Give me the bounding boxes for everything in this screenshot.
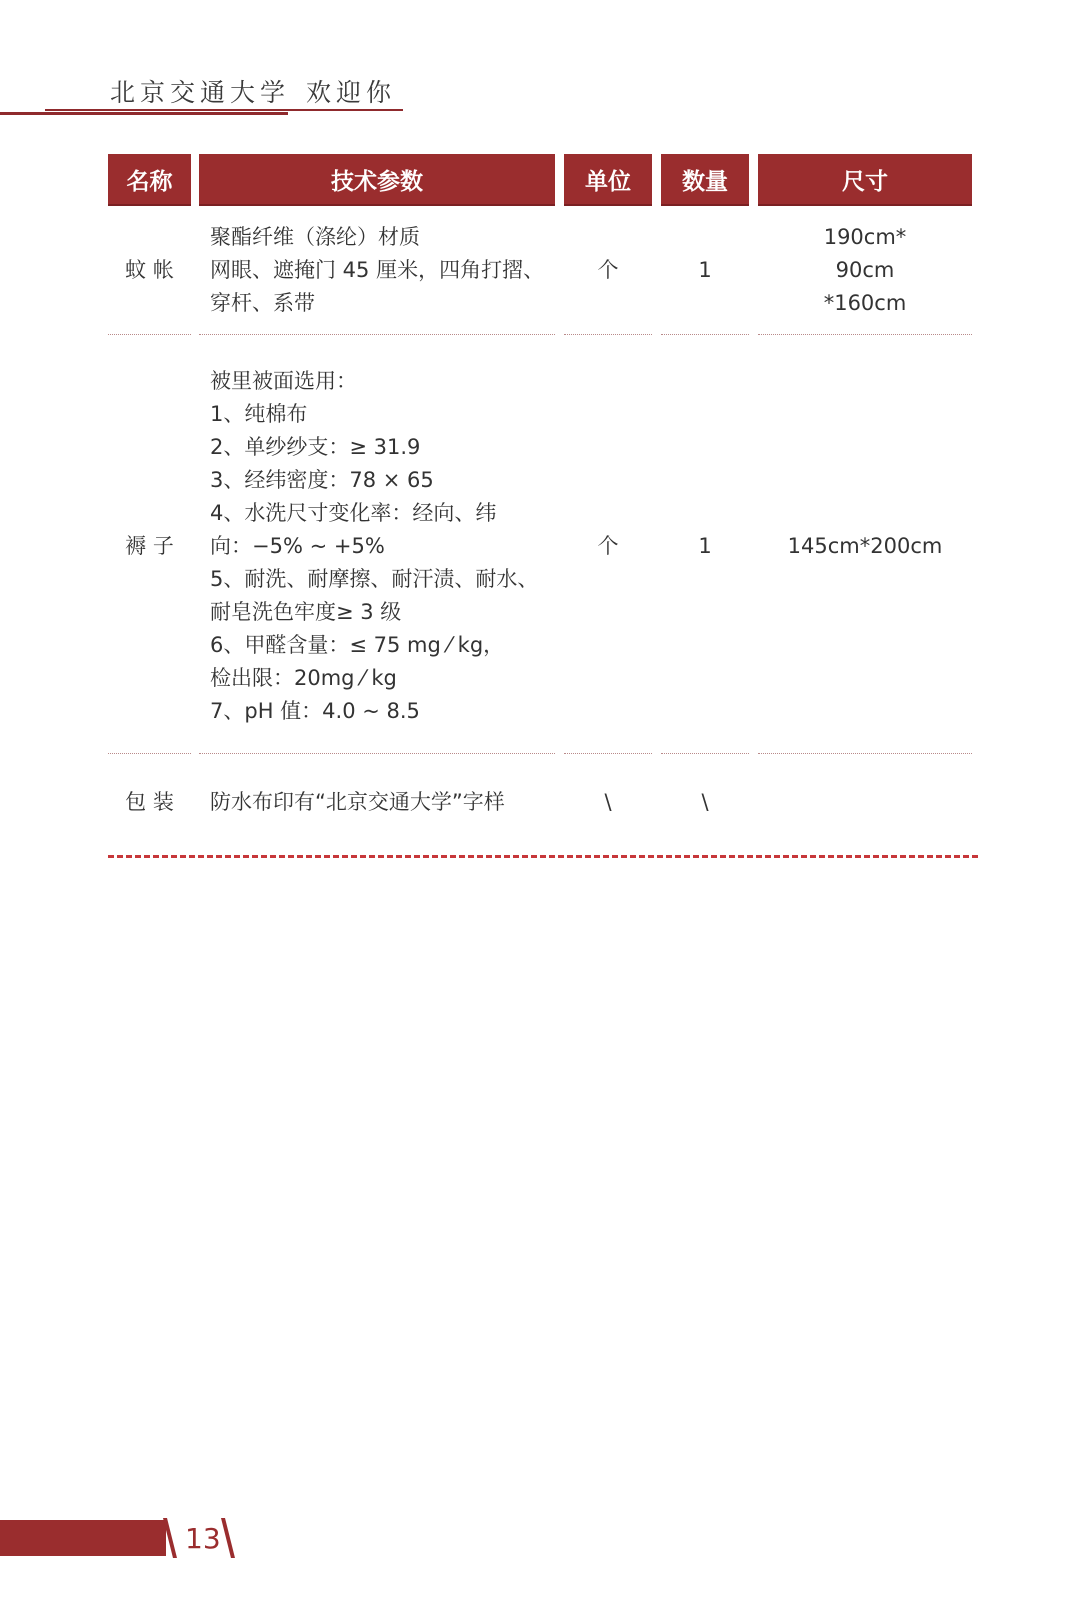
row-separator <box>108 753 191 754</box>
param-line: 防水布印有“北京交通大学”字样 <box>210 790 505 814</box>
column-header-size: 尺寸 <box>758 154 972 204</box>
header-welcome: 欢迎你 <box>306 78 397 107</box>
size-line: *160cm <box>823 291 907 315</box>
row-quantity: 1 <box>698 534 712 558</box>
size-line: 190cm* <box>823 225 907 249</box>
header-university: 北京交通大学 <box>110 78 291 107</box>
row-size <box>758 365 972 728</box>
column-header-unit: 单位 <box>564 154 652 204</box>
row-size <box>758 221 972 320</box>
size-line: 90cm <box>835 258 895 282</box>
param-line: 1、纯棉布 <box>210 402 308 426</box>
row-separator <box>661 753 749 754</box>
header-underline <box>45 109 403 111</box>
size-line: 145cm*200cm <box>787 534 943 558</box>
param-line: 检出限：20mg ⁄ kg <box>210 666 397 690</box>
param-line: 7、pH 值：4.0 ~ 8.5 <box>210 699 420 723</box>
table-bottom-dashed-line <box>108 855 978 858</box>
param-line: 耐皂洗色牢度≥ 3 级 <box>210 600 402 624</box>
param-line: 4、水洗尺寸变化率：经向、纬 <box>210 501 497 525</box>
row-separator <box>108 334 191 335</box>
row-separator <box>564 753 652 754</box>
row-separator <box>758 753 972 754</box>
page-header-title <box>110 73 396 109</box>
param-line: 5、耐洗、耐摩擦、耐汗渍、耐水、 <box>210 567 539 591</box>
column-header-quantity: 数量 <box>661 154 749 204</box>
row-separator <box>199 334 555 335</box>
footer-slash-right <box>221 1518 235 1558</box>
footer-accent-bar <box>0 1520 166 1556</box>
column-header-name: 名称 <box>108 154 191 204</box>
row-separator <box>564 334 652 335</box>
param-line: 2、单纱纱支：≥ 31.9 <box>210 435 421 459</box>
row-params <box>210 786 555 819</box>
row-unit: 个 <box>597 258 619 282</box>
row-name: 蚊 帐 <box>125 258 174 282</box>
param-line: 穿杆、系带 <box>210 291 315 315</box>
row-separator <box>661 334 749 335</box>
row-unit: 个 <box>597 534 619 558</box>
param-line: 3、经纬密度：78 × 65 <box>210 468 434 492</box>
param-line: 网眼、遮掩门 45 厘米，四角打摺、 <box>210 258 545 282</box>
header-accent-line <box>0 112 288 115</box>
row-separator <box>199 753 555 754</box>
param-line: 被里被面选用： <box>210 369 357 393</box>
row-unit: \ <box>604 790 612 814</box>
page-number: 13 <box>185 1522 221 1555</box>
column-header-params: 技术参数 <box>199 154 555 204</box>
row-name: 褥 子 <box>125 534 174 558</box>
row-quantity: \ <box>701 790 709 814</box>
row-separator <box>758 334 972 335</box>
param-line: 6、甲醛含量：≤ 75 mg ⁄ kg， <box>210 633 505 657</box>
row-params <box>210 221 555 320</box>
row-name: 包 装 <box>125 790 174 814</box>
param-line: 向：−5% ~ +5% <box>210 534 385 558</box>
param-line: 聚酯纤维（涤纶）材质 <box>210 225 420 249</box>
row-params <box>210 365 555 728</box>
row-quantity: 1 <box>698 258 712 282</box>
